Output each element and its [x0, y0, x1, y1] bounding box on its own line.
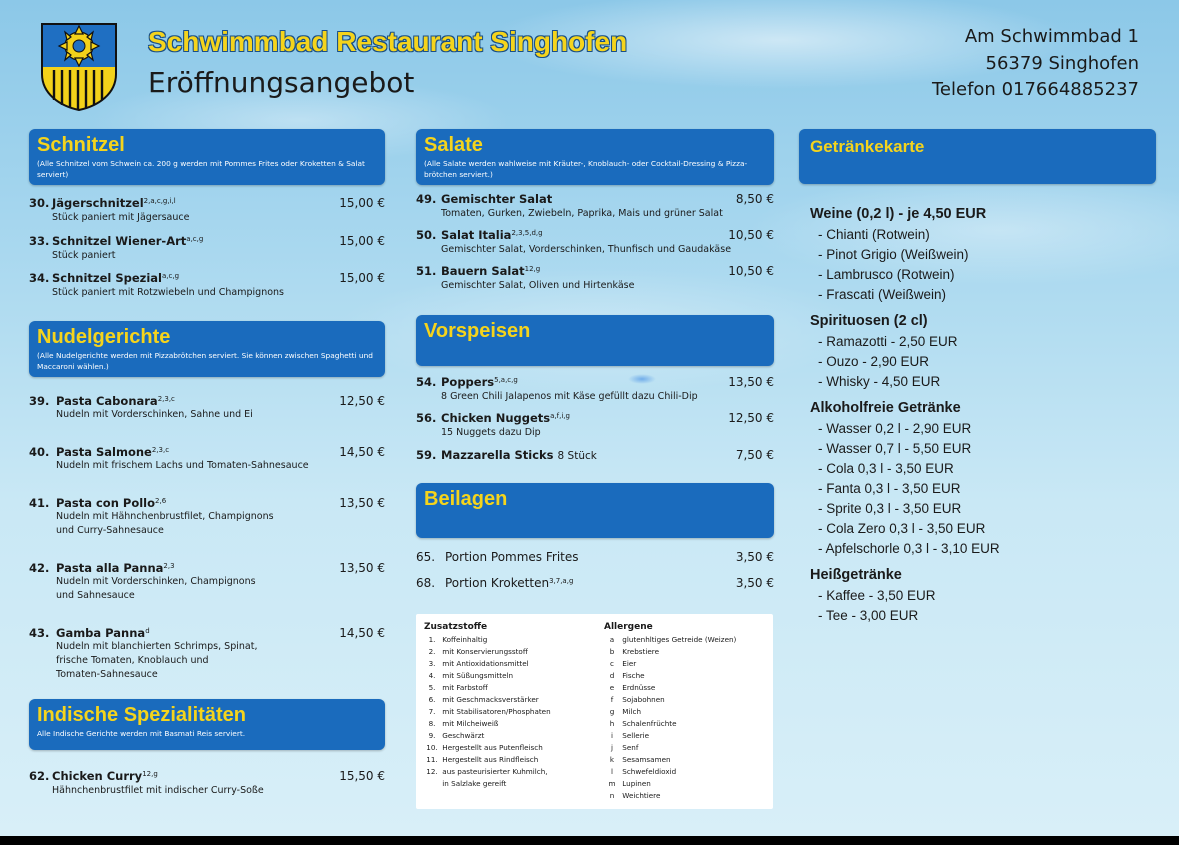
item-price: 15,00 € [339, 196, 385, 210]
drink-item: - Chianti (Rotwein) [818, 227, 930, 242]
legend-key: 1. [428, 635, 436, 644]
item-price: 13,50 € [339, 496, 385, 510]
item-number: 39. [29, 394, 50, 408]
item-name [441, 192, 552, 206]
item-number: 56. [416, 411, 437, 425]
legend-row [604, 670, 736, 682]
menu-item [416, 576, 774, 592]
item-name-text: Gemischter Salat [441, 192, 553, 206]
item-number: 33. [29, 234, 50, 248]
legend-key: b [609, 647, 615, 656]
legend-text: Schalenfrüchte [622, 719, 677, 728]
item-price: 14,50 € [339, 626, 385, 640]
drink-item: - Fanta 0,3 l - 3,50 EUR [818, 481, 961, 496]
menu-subtitle: Eröffnungsangebot [148, 66, 415, 99]
legend-key: 3. [428, 659, 436, 668]
item-codes: a,f,i,g [550, 412, 570, 420]
item-number: 40. [29, 445, 50, 459]
drink-item: - Ouzo - 2,90 EUR [818, 354, 930, 369]
item-price: 3,50 € [735, 576, 774, 590]
drink-item: - Sprite 0,3 l - 3,50 EUR [818, 501, 962, 516]
legend-text: mit Geschmacksverstärker [442, 695, 539, 704]
item-name [441, 228, 543, 242]
item-description: Gemischter Salat, Oliven und Hirtenkäse [441, 280, 635, 291]
section-title: Schnitzel [37, 134, 125, 156]
item-name-text: Gamba Panna [56, 626, 146, 640]
legend-text: Sojabohnen [622, 695, 665, 704]
item-price: 12,50 € [728, 411, 774, 425]
drink-item: - Apfelschorle 0,3 l - 3,10 EUR [818, 541, 1000, 556]
drink-item: - Pinot Grigio (Weißwein) [818, 247, 969, 262]
legend-key: 5. [428, 683, 436, 692]
item-codes: 2,3 [163, 562, 175, 570]
allergens-column [604, 622, 736, 802]
item-name [56, 626, 150, 640]
section-title: Salate [424, 134, 483, 156]
menu-item [29, 769, 385, 797]
item-price: 13,50 € [728, 375, 774, 389]
legend-row [604, 646, 736, 658]
item-description: und Curry-Sahnesauce [56, 525, 164, 536]
menu-item [416, 448, 774, 464]
menu-item [416, 192, 774, 220]
drink-item: - Whisky - 4,50 EUR [818, 374, 941, 389]
legend-text: Fische [622, 671, 645, 680]
section-title: Getränkekarte [810, 137, 925, 156]
section-title: Vorspeisen [424, 320, 531, 342]
menu-item [416, 375, 774, 403]
item-codes: 2,3,5,d,g [511, 229, 543, 237]
item-name [56, 394, 175, 408]
legend-row [604, 742, 736, 754]
item-description: 8 Green Chili Jalapenos mit Käse gefüllt dazu Chili-Dip [441, 391, 698, 402]
additives-column [424, 622, 551, 790]
item-number: 54. [416, 375, 437, 389]
item-name [52, 769, 158, 783]
legend-text: Lupinen [622, 779, 651, 788]
item-name-text: Mazzarella Sticks [441, 448, 554, 462]
drink-item: - Lambrusco (Rotwein) [818, 267, 955, 282]
item-codes: 2,3,c [157, 395, 175, 403]
legend-text: Milch [622, 707, 641, 716]
legend-key: 4. [428, 671, 436, 680]
item-description: Nudeln mit Vorderschinken, Sahne und Ei [56, 409, 253, 420]
item-price: 10,50 € [728, 264, 774, 278]
legend-row [604, 718, 736, 730]
section-vorspeisen [416, 315, 774, 366]
legend-text: mit Konservierungsstoff [442, 647, 528, 656]
menu-item [29, 271, 385, 299]
item-codes: 2,a,c,g,i,l [143, 197, 176, 205]
legend-key: f [610, 695, 614, 704]
legend-row [424, 682, 551, 694]
item-name [441, 448, 597, 462]
legend-key: g [609, 707, 615, 716]
address-phone: Telefon 017664885237 [932, 79, 1139, 100]
item-name-text: Schnitzel Spezial [52, 271, 163, 285]
legend-text: mit Milcheiweiß [442, 719, 499, 728]
legend-text: Hergestellt aus Rindfleisch [442, 755, 539, 764]
item-number: 41. [29, 496, 50, 510]
legend-text: in Salzlake gereift [442, 779, 507, 788]
section-title: Nudelgerichte [37, 326, 171, 348]
section-title: Beilagen [424, 488, 508, 510]
item-price: 12,50 € [339, 394, 385, 408]
legend-text: Eier [622, 659, 637, 668]
item-description: Stück paniert mit Rotzwiebeln und Champignons [52, 287, 284, 298]
item-number: 34. [29, 271, 50, 285]
item-name [56, 496, 166, 510]
legend-row [604, 706, 736, 718]
menu-item [416, 264, 774, 292]
legend-text: aus pasteurisierter Kuhmilch, [442, 767, 548, 776]
legend-text: Sellerie [622, 731, 650, 740]
item-price: 15,00 € [339, 234, 385, 248]
item-price: 14,50 € [339, 445, 385, 459]
item-name-text: Salat Italia [441, 228, 512, 242]
additives-allergens-legend [416, 614, 773, 809]
legend-key: 11. [426, 755, 438, 764]
drink-item: - Wasser 0,2 l - 2,90 EUR [818, 421, 972, 436]
drink-item: - Kaffee - 3,50 EUR [818, 588, 936, 603]
menu-item [29, 196, 385, 224]
drink-item: - Frascati (Weißwein) [818, 287, 947, 302]
item-codes: 12,g [142, 770, 158, 778]
item-name-text: Schnitzel Wiener-Art [52, 234, 187, 248]
restaurant-name: Schwimmbad Restaurant Singhofen [148, 26, 628, 57]
legend-row [604, 730, 736, 742]
coat-of-arms-icon [40, 22, 118, 112]
legend-text: Weichtiere [622, 791, 661, 800]
legend-key: 6. [428, 695, 436, 704]
legend-row [424, 778, 551, 790]
item-number: 59. [416, 448, 437, 462]
legend-row [424, 670, 551, 682]
legend-key: 10. [426, 743, 438, 752]
legend-text: Erdnüsse [622, 683, 656, 692]
item-name [445, 576, 573, 590]
item-price: 15,00 € [339, 271, 385, 285]
legend-text: Sesamsamen [622, 755, 671, 764]
legend-row [604, 790, 736, 802]
legend-row [604, 658, 736, 670]
legend-key: a [609, 635, 615, 644]
item-codes: 3,7,a,g [549, 577, 574, 585]
drink-item: - Ramazotti - 2,50 EUR [818, 334, 958, 349]
legend-text: Geschwärzt [442, 731, 485, 740]
legend-key: m [608, 779, 616, 788]
legend-row [604, 754, 736, 766]
item-number: 51. [416, 264, 437, 278]
address-city: 56379 Singhofen [985, 52, 1139, 74]
item-description: Tomaten-Sahnesauce [56, 669, 158, 680]
allergens-title: Allergene [604, 622, 653, 632]
item-name-text: Chicken Curry [52, 769, 143, 783]
legend-row [424, 706, 551, 718]
legend-row [424, 718, 551, 730]
item-description: Tomaten, Gurken, Zwiebeln, Paprika, Mais und grüner Salat [441, 208, 723, 219]
item-number: 42. [29, 561, 50, 575]
section-note: (Alle Salate werden wahlweise mit Kräuter-, Knoblauch- oder Cocktail-Dressing & Pizza-brötchen serviert.) [424, 159, 748, 179]
item-name [52, 234, 203, 248]
item-price: 15,50 € [339, 769, 385, 783]
item-price: 13,50 € [339, 561, 385, 575]
item-description: und Sahnesauce [56, 590, 135, 601]
legend-key: i [611, 731, 613, 740]
item-description: Nudeln mit blanchierten Schrimps, Spinat, [56, 641, 258, 652]
drink-category: Weine (0,2 l) - je 4,50 EUR [810, 206, 987, 222]
section-indische-spezialitaeten [29, 699, 385, 750]
item-name-text: Pasta Cabonara [56, 394, 158, 408]
section-salate [416, 129, 774, 185]
item-description: Hähnchenbrustfilet mit indischer Curry-Soße [52, 785, 264, 796]
legend-key: n [609, 791, 615, 800]
item-name [441, 375, 518, 389]
item-name [56, 561, 175, 575]
item-name: Portion Pommes Frites [445, 550, 579, 564]
legend-text: mit Antioxidationsmittel [442, 659, 529, 668]
menu-item [416, 411, 774, 439]
legend-key: c [610, 659, 614, 668]
section-note: (Alle Schnitzel vom Schwein ca. 200 g werden mit Pommes Frites oder Kroketten & Salat serviert) [37, 159, 365, 179]
legend-key: h [609, 719, 615, 728]
drink-item: - Cola 0,3 l - 3,50 EUR [818, 461, 954, 476]
item-description: frische Tomaten, Knoblauch und [56, 655, 209, 666]
section-beilagen [416, 483, 774, 538]
item-codes: a,c,g [186, 235, 204, 243]
menu-item [29, 234, 385, 262]
legend-text: mit Stabilisatoren/Phosphaten [442, 707, 551, 716]
item-name-text: Portion Kroketten [445, 576, 550, 590]
item-name [52, 196, 176, 210]
legend-row [424, 754, 551, 766]
legend-row [424, 646, 551, 658]
item-number: 50. [416, 228, 437, 242]
legend-key: 7. [428, 707, 436, 716]
menu-item [29, 496, 385, 538]
menu-item [29, 394, 385, 422]
item-number: 43. [29, 626, 50, 640]
legend-text: mit Farbstoff [442, 683, 488, 692]
legend-key: 2. [428, 647, 436, 656]
legend-row [424, 730, 551, 742]
item-description: 15 Nuggets dazu Dip [441, 427, 541, 438]
menu-item [29, 445, 385, 473]
legend-row [424, 694, 551, 706]
item-price: 3,50 € [735, 550, 774, 564]
item-codes: 5,a,c,g [494, 376, 518, 384]
item-name-text: Poppers [441, 375, 495, 389]
section-getraenkekarte [799, 129, 1156, 184]
drink-item: - Tee - 3,00 EUR [818, 608, 919, 623]
legend-text: Koffeinhaltig [442, 635, 488, 644]
item-price: 8,50 € [735, 192, 774, 206]
legend-key: e [609, 683, 615, 692]
legend-text: mit Süßungsmitteln [442, 671, 514, 680]
item-codes: d [145, 627, 150, 635]
legend-row [604, 766, 736, 778]
item-description: Nudeln mit frischem Lachs und Tomaten-Sahnesauce [56, 460, 309, 471]
section-note: (Alle Nudelgerichte werden mit Pizzabrötchen serviert. Sie können zwischen Spaghetti und Maccaroni wählen.) [37, 351, 373, 371]
item-name [52, 271, 179, 285]
menu-item [416, 550, 774, 566]
legend-row [424, 634, 551, 646]
drink-category: Heißgetränke [810, 567, 902, 583]
item-number: 65. [416, 550, 436, 564]
menu-item [29, 561, 385, 603]
section-note: Alle Indische Gerichte werden mit Basmati Reis serviert. [37, 729, 246, 738]
item-price: 7,50 € [735, 448, 774, 462]
section-schnitzel [29, 129, 385, 185]
item-name-text: Pasta con Pollo [56, 496, 156, 510]
item-description: Gemischter Salat, Vorderschinken, Thunfisch und Gaudakäse [441, 244, 732, 255]
legend-text: Krebstiere [622, 647, 659, 656]
legend-key: k [609, 755, 615, 764]
item-extra: 8 Stück [557, 450, 597, 462]
legend-row [604, 778, 736, 790]
item-codes: a,c,g [162, 272, 180, 280]
drink-item: - Cola Zero 0,3 l - 3,50 EUR [818, 521, 986, 536]
item-name [56, 445, 169, 459]
legend-text: Schwefeldioxid [622, 767, 677, 776]
item-name-text: Chicken Nuggets [441, 411, 551, 425]
legend-key: 9. [428, 731, 436, 740]
legend-row [424, 742, 551, 754]
legend-row [604, 682, 736, 694]
legend-text: Hergestellt aus Putenfleisch [442, 743, 543, 752]
drink-category: Spirituosen (2 cl) [810, 313, 928, 329]
item-number: 49. [416, 192, 437, 206]
item-name [441, 411, 570, 425]
item-codes: 2,3,c [151, 446, 170, 454]
menu-item [29, 626, 385, 682]
section-title: Indische Spezialitäten [37, 704, 246, 726]
item-description: Stück paniert mit Jägersauce [52, 212, 190, 223]
legend-key: 12. [426, 767, 438, 776]
legend-key: 8. [428, 719, 436, 728]
item-name-text: Pasta alla Panna [56, 561, 164, 575]
drink-category: Alkoholfreie Getränke [810, 400, 961, 416]
legend-key: l [611, 767, 613, 776]
legend-text: glutenhltiges Getreide (Weizen) [622, 635, 737, 644]
legend-key: d [609, 671, 615, 680]
address-street: Am Schwimmbad 1 [964, 26, 1139, 47]
item-codes: 2,6 [155, 497, 167, 505]
item-description: Nudeln mit Vorderschinken, Champignons [56, 576, 256, 587]
item-codes: 12,g [524, 265, 541, 273]
item-name-text: Pasta Salmone [56, 445, 152, 459]
address-block [932, 24, 1139, 104]
section-nudelgerichte [29, 321, 385, 377]
legend-row [424, 658, 551, 670]
item-name-text: Jägerschnitzel [52, 196, 144, 210]
item-name-text: Bauern Salat [441, 264, 525, 278]
legend-key: j [611, 743, 613, 752]
item-number: 30. [29, 196, 50, 210]
item-description: Stück paniert [52, 250, 116, 261]
drinks-list [810, 206, 1150, 626]
legend-row [604, 694, 736, 706]
drink-item: - Wasser 0,7 l - 5,50 EUR [818, 441, 972, 456]
legend-row [604, 634, 736, 646]
item-number: 62. [29, 769, 50, 783]
item-price: 10,50 € [728, 228, 774, 242]
additives-title: Zusatzstoffe [424, 622, 488, 632]
legend-row [424, 766, 551, 778]
menu-item [416, 228, 774, 256]
item-description: Nudeln mit Hähnchenbrustfilet, Champignons [56, 511, 274, 522]
item-number: 68. [416, 576, 436, 590]
item-name [441, 264, 540, 278]
legend-text: Senf [622, 743, 639, 752]
